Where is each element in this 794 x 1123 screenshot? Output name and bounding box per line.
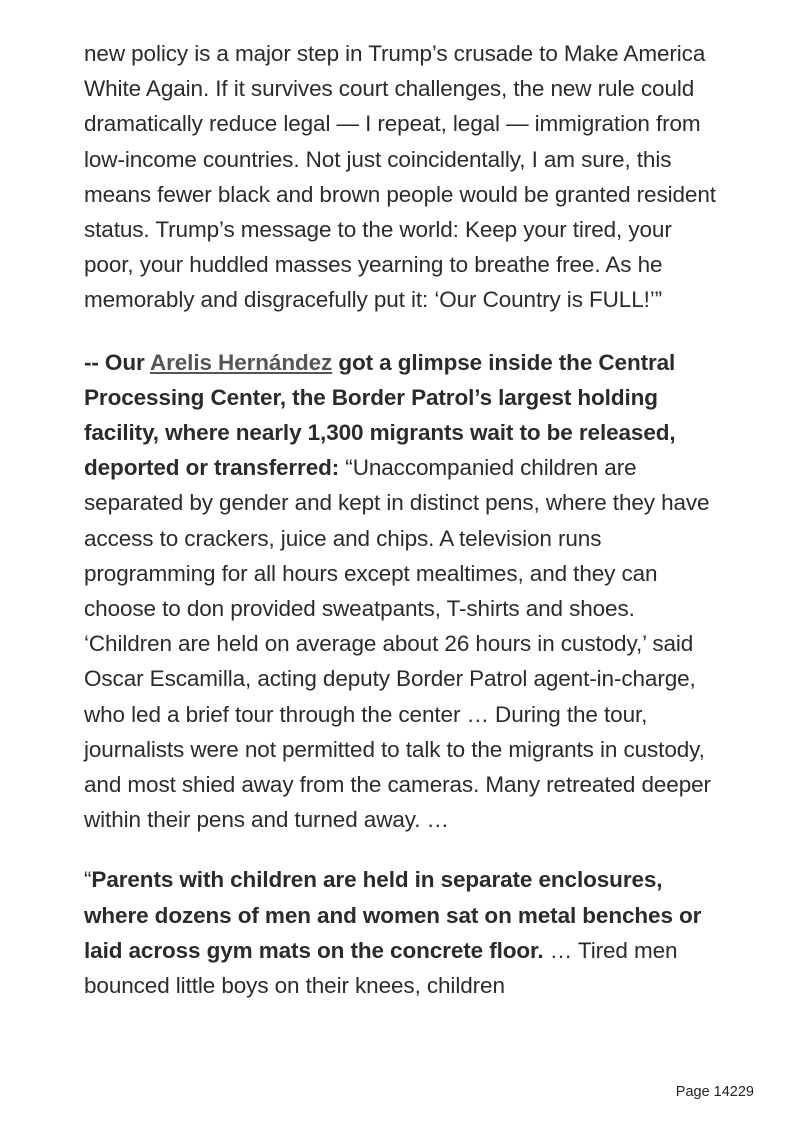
page-number: Page 14229 (675, 1084, 754, 1100)
paragraph-2-lead: got a glimpse inside the Central Processing Center, the Border Patrol’s largest holding facility, where nearly 1,300 migrants wait to be released, deported or transferred: (84, 349, 676, 481)
document-body (84, 36, 724, 1003)
paragraph-3-open-quote: “ (84, 867, 92, 893)
paragraph-3 (84, 862, 724, 1003)
paragraph-1 (84, 36, 724, 318)
author-link-arelis-hernandez[interactable]: Arelis Hernández (149, 349, 333, 375)
paragraph-3-body: … Tired men bounced little boys on their knees, children (84, 937, 678, 999)
paragraph-1-text: new policy is a major step in Trump’s crusade to Make America White Again. If it survives court challenges, the new rule could dramatically reduce legal — I repeat, legal — immigration from low-income countries. Not just coincidentally, I am sure, this means fewer black and brown people would be granted resident status. Trump’s message to the world: Keep your tired, your poor, your huddled masses yearning to breathe free. As he memorably and disgracefully put it: ‘Our Country is FULL!’” (84, 41, 716, 313)
paragraph-2-body: “Unaccompanied children are separated by gender and kept in distinct pens, where they have access to crackers, juice and chips. A television runs programming for all hours except mealtimes, and they can choose to don provided sweatpants, T-shirts and shoes. ‘Children are held on average about 26 hours in custody,’ said Oscar Escamilla, acting deputy Border Patrol agent-in-charge, who led a brief tour through the center … During the tour, journalists were not permitted to talk to the migrants in custody, and most shied away from the cameras. Many retreated deeper within their pens and turned away. … (84, 455, 711, 833)
paragraph-2-lead-prefix: -- Our (84, 349, 150, 375)
paragraph-2 (84, 345, 724, 838)
paragraph-3-lead: Parents with children are held in separate enclosures, where dozens of men and women sat on metal benches or laid across gym mats on the concrete floor. (84, 867, 702, 963)
